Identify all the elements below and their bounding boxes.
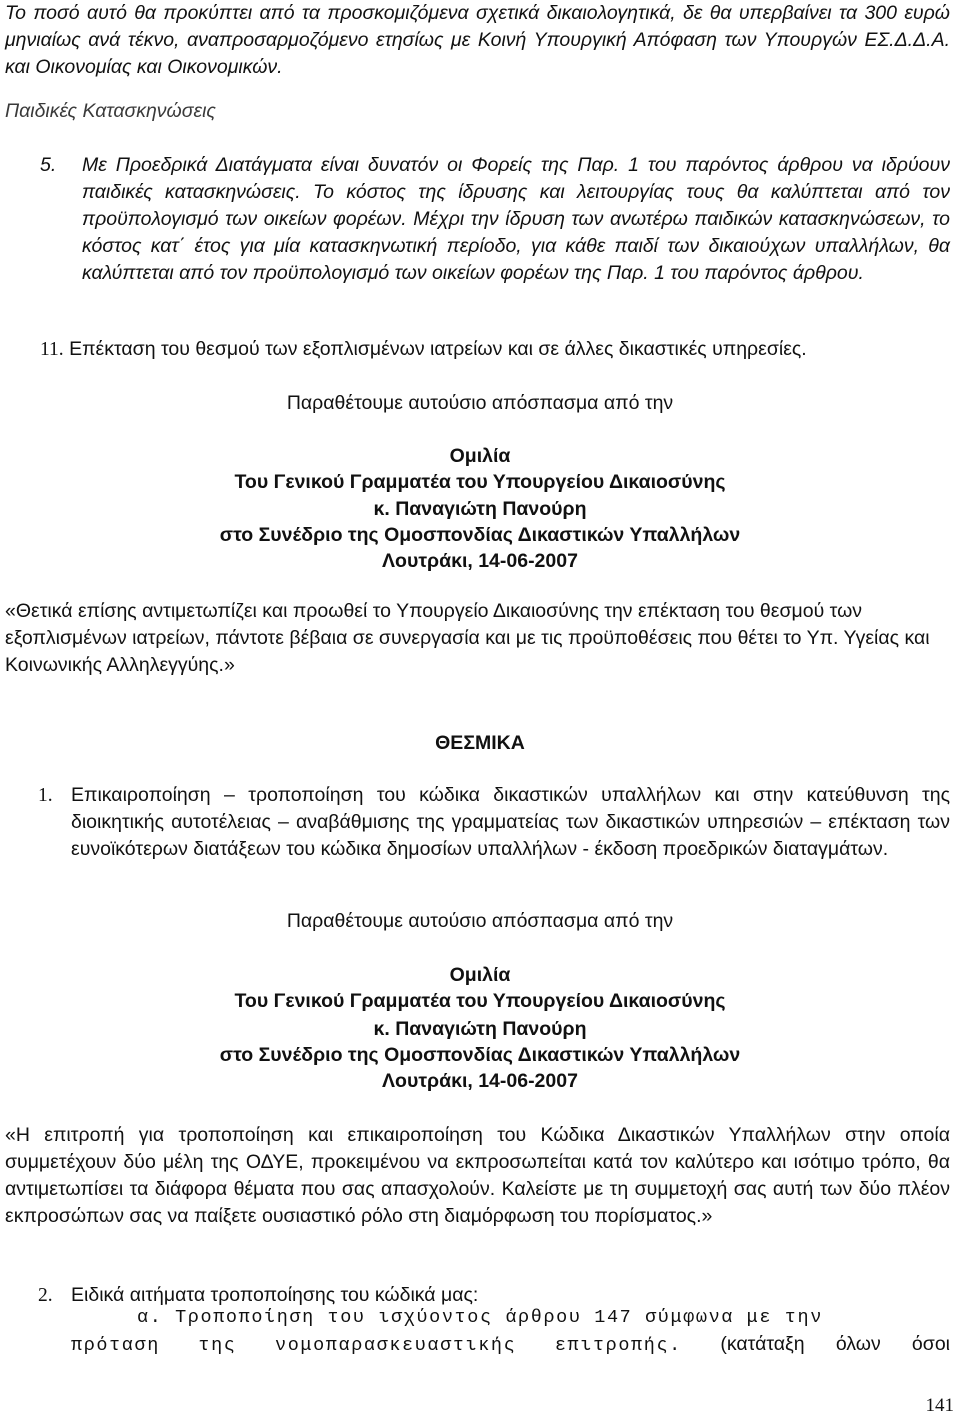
section-heading-paidikes-kataskinoseis: Παιδικές Κατασκηνώσεις — [5, 100, 216, 122]
sub-item-a-tail: (κατάταξη όλων όσοι — [720, 1333, 950, 1355]
list-item-text: Επέκταση του θεσμού των εξοπλισμένων ιατρείων και σε άλλες δικαστικές υπηρεσίες. — [69, 338, 807, 360]
speaker-role: Του Γενικού Γραμματέα του Υπουργείου Δικαιοσύνης — [234, 990, 726, 1012]
page-number: 141 — [925, 1395, 954, 1416]
speech-date: Λουτράκι, 14-06-2007 — [382, 550, 578, 572]
list-item-11 — [40, 336, 950, 363]
speech-quote: «Θετικά επίσης αντιμετωπίζει και προωθεί το Υπουργείο Δικαιοσύνης την επέκταση του θεσμού των εξοπλισμένων ιατρείων, πάντοτε βέβαια σε συνεργασία και με τις προϋποθέσεις που θέτει το Υπ. Υγείας και Κοινωνικής Αλληλεγγύης.» — [5, 600, 930, 676]
list-item-5 — [40, 152, 950, 287]
speech-title: Ομιλία — [449, 964, 511, 986]
speaker-name: κ. Παναγιώτη Πανούρη — [373, 498, 587, 520]
speech-date: Λουτράκι, 14-06-2007 — [382, 1070, 578, 1092]
section-heading-thesmika: ΘΕΣΜΙΚΑ — [435, 732, 525, 754]
quote-intro: Παραθέτουμε αυτούσιο απόσπασμα από την — [286, 910, 674, 932]
intro-paragraph: Το ποσό αυτό θα προκύπτει από τα προσκομιζόμενα σχετικά δικαιολογητικά, δε θα υπερβαίνει τα 300 ευρώ μηνιαίως ανά τέκνο, αναπροσαρμοζόμενο ετησίως με Κοινή Υπουργική Απόφαση των Υπουργών ΕΣ.Δ.Δ.Α. και Οικονομίας και Οικονομικών. — [5, 2, 950, 78]
quote-intro: Παραθέτουμε αυτούσιο απόσπασμα από την — [286, 392, 674, 414]
list-item-text: Με Προεδρικά Διατάγματα είναι δυνατόν οι Φορείς της Παρ. 1 του παρόντος άρθρου να ιδρύουν παιδικές κατασκηνώσεις. Το κόστος της ίδρυσης και λειτουργίας τους θα καλύπτεται από τον προϋπολογισμό των οικείων φορέων. Μέχρι την ίδρυση των ανωτέρω παιδικών κατασκηνώσεων, το κόστος κατ΄ έτος για μία κατασκηνωτική περίοδο, για κάθε παιδί των δικαιούχων υπαλλήλων, θα καλύπτεται από τον προϋπολογισμό των οικείων φορέων της Παρ. 1 του παρόντος άρθρου. — [82, 154, 950, 284]
speaker-role: Του Γενικού Γραμματέα του Υπουργείου Δικαιοσύνης — [234, 471, 726, 493]
list-item-number: 1. — [38, 785, 53, 806]
sub-item-a — [71, 1304, 950, 1359]
sub-item-a-line2 — [71, 1331, 950, 1359]
speech-quote: «Η επιτροπή για τροποποίηση και επικαιροποίηση του Κώδικα Δικαστικών Υπαλλήλων στην οποία συμμετέχουν δύο μέλη της ΟΔΥΕ, προκειμένου να εκπροσωπείται κατά τον καλύτερο και ισότιμο τρόπο, θα αντιμετωπίσει τα διάφορα θέματα που σας απασχολούν. Καλείστε με τη συμμετοχή σας αυτή των δύο πλέον εκπροσώπων σας να παίξετε ουσιαστικό ρόλο στη διαμόρφωση του πορίσματος.» — [5, 1124, 950, 1227]
speech-title: Ομιλία — [449, 445, 511, 467]
sub-item-a-line2-text: πρόταση της νομοπαρασκευαστικής επιτροπής. — [71, 1335, 682, 1356]
list-item-text: Ειδικά αιτήματα τροποποίησης του κώδικά μας: — [71, 1284, 479, 1306]
speech-event: στο Συνέδριο της Ομοσπονδίας Δικαστικών Υπαλλήλων — [219, 1044, 741, 1066]
list-item-text: Επικαιροποίηση – τροποποίηση του κώδικα δικαστικών υπαλλήλων και στην κατεύθυνση της διοικητικής αυτοτέλειας – αναβάθμισης της γραμματείας των δικαστικών υπηρεσιών – επέκταση των ευνοϊκότερων διατάξεων του κώδικα δημοσίων υπαλλήλων - έκδοση προεδρικών διαταγμάτων. — [71, 784, 950, 860]
list-item-number: 5. — [40, 154, 57, 176]
list-item-thesmika-1 — [38, 782, 950, 863]
list-item-number: 11. — [40, 339, 64, 360]
sub-item-a-line1: α. Τροποποίηση του ισχύοντος άρθρου 147 σύμφωνα με την — [137, 1307, 823, 1328]
speech-event: στο Συνέδριο της Ομοσπονδίας Δικαστικών Υπαλλήλων — [219, 524, 741, 546]
list-item-number: 2. — [38, 1285, 53, 1306]
speaker-name: κ. Παναγιώτη Πανούρη — [373, 1018, 587, 1040]
